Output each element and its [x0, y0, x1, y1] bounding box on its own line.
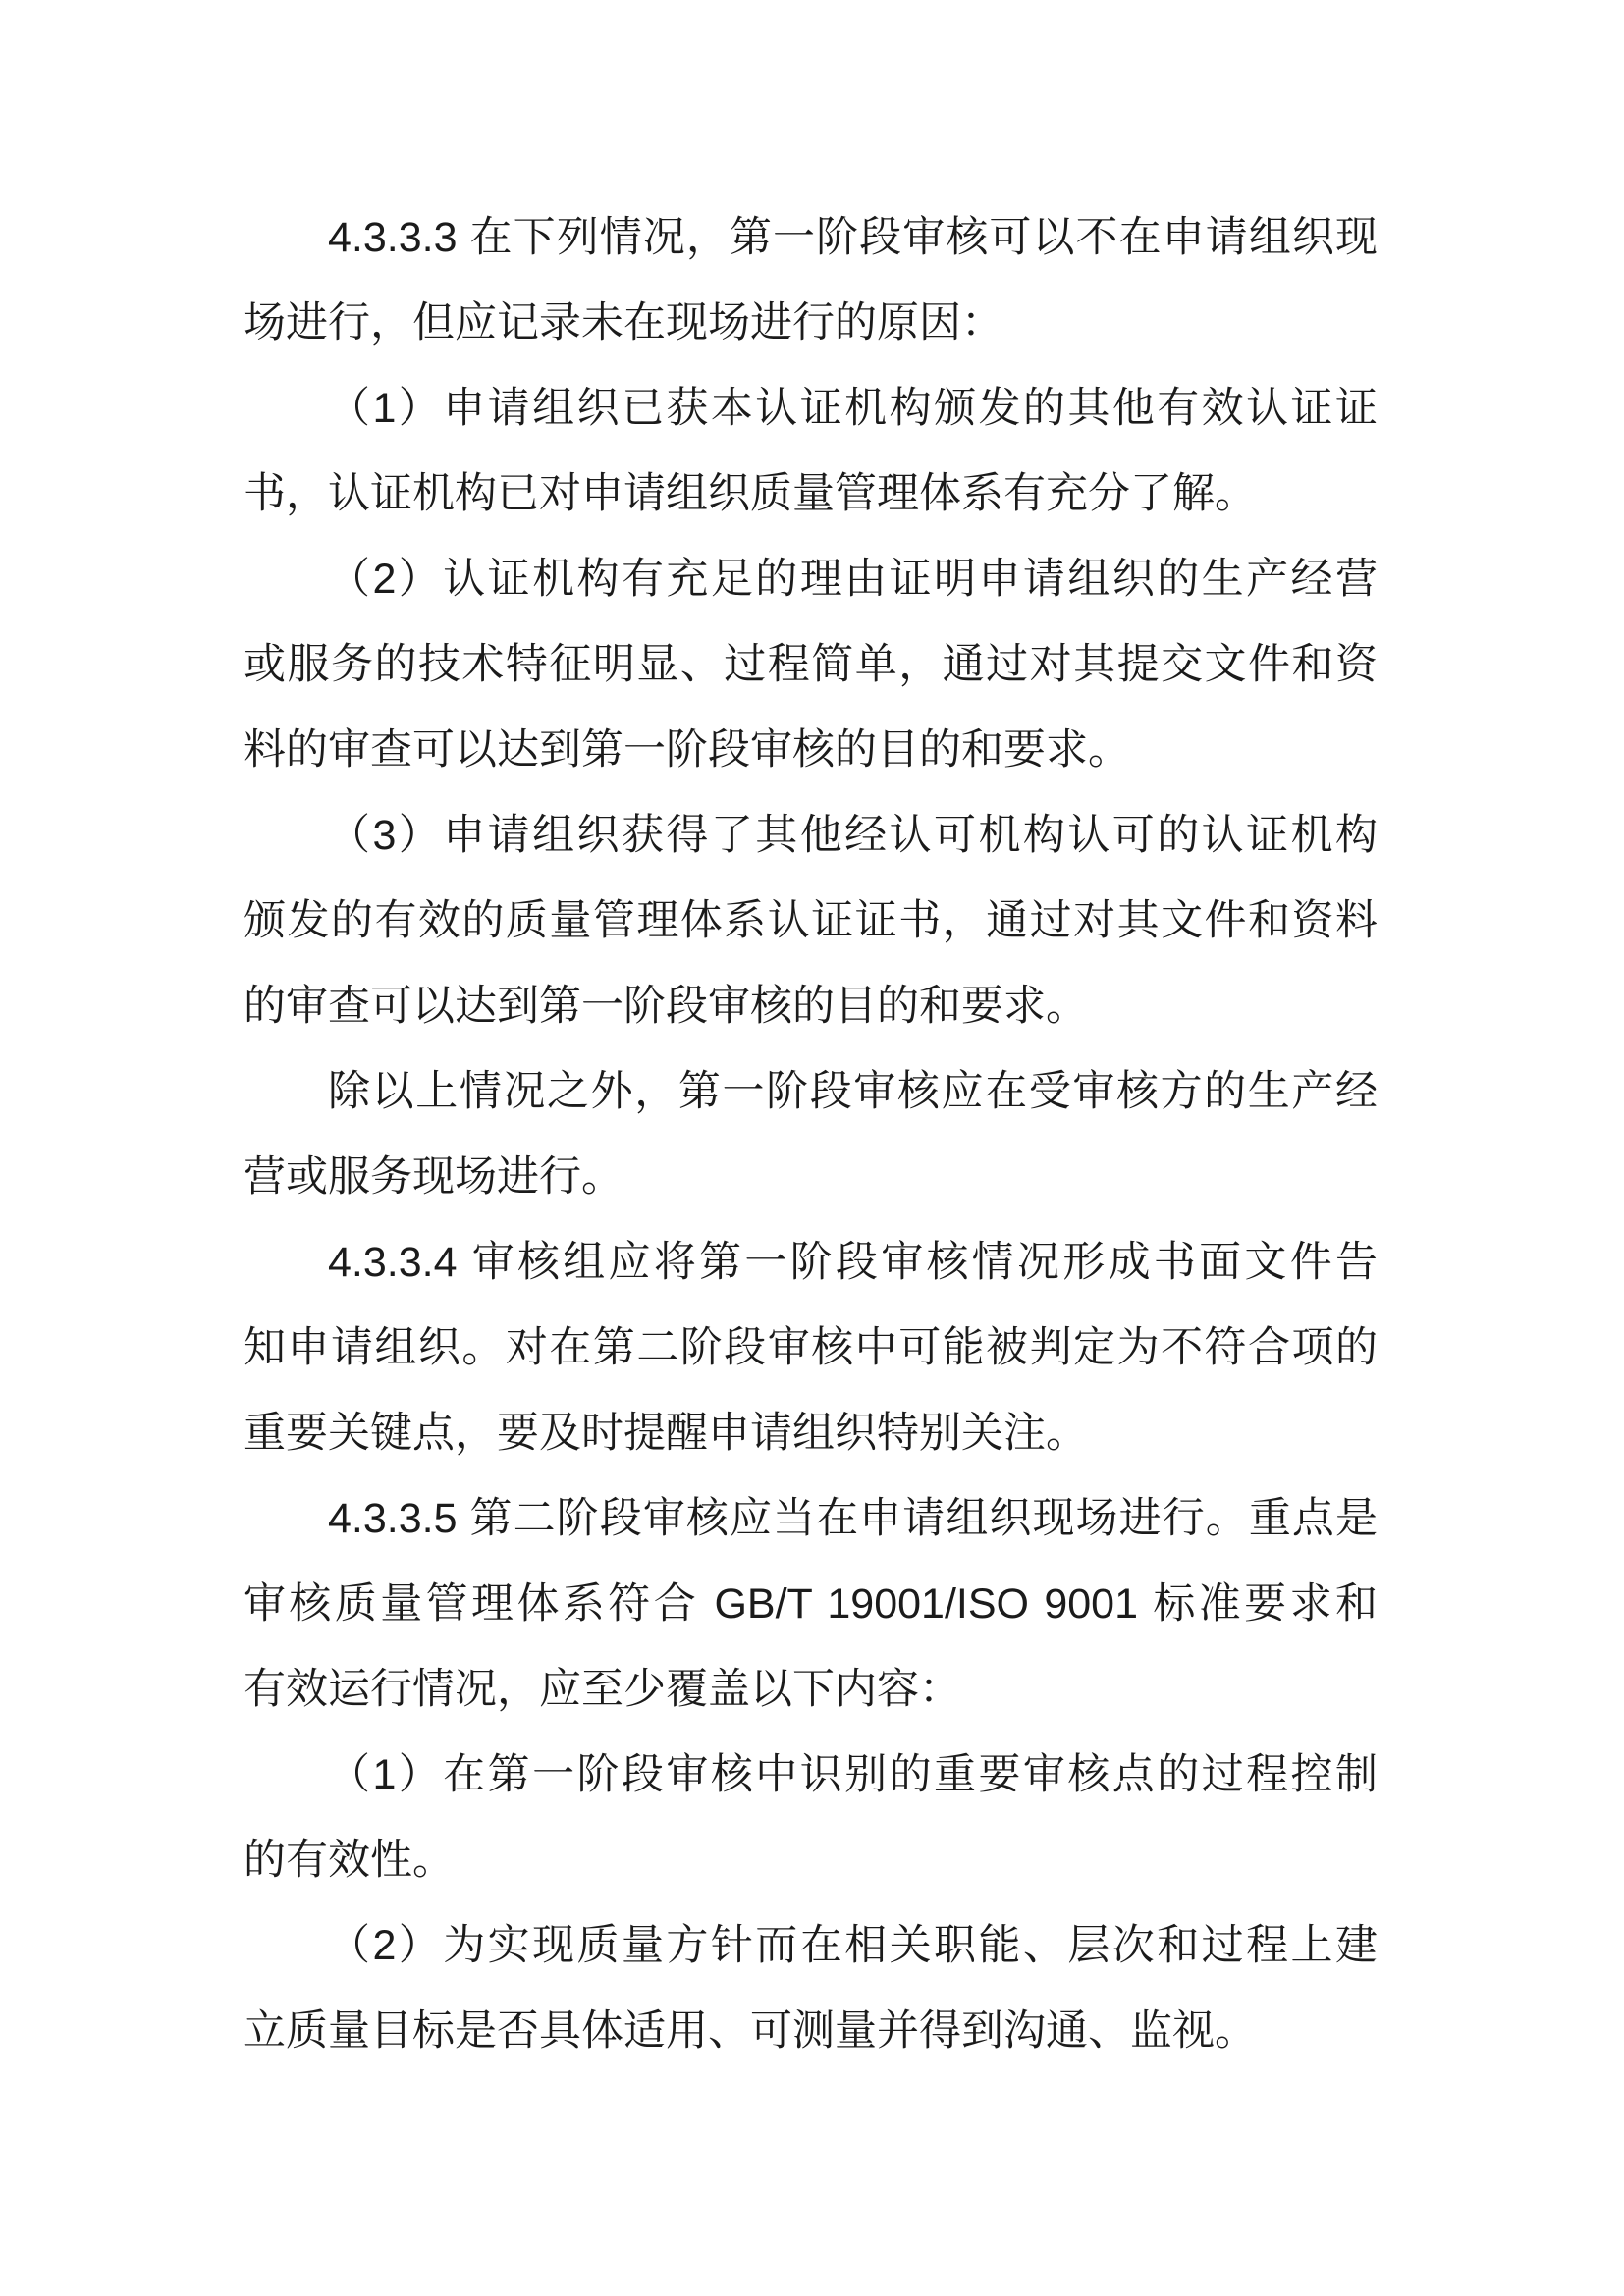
- text-line: 4.3.3.5 第二阶段审核应当在申请组织现场进行。重点是: [328, 1495, 1378, 1542]
- text-line: 审核质量管理体系符合 GB/T 19001/ISO 9001 标准要求和: [244, 1580, 1378, 1628]
- text-line: 场进行，但应记录未在现场进行的原因：: [244, 299, 1003, 347]
- text-line: 或服务的技术特征明显、过程简单，通过对其提交文件和资: [244, 641, 1378, 688]
- text-line: （3）申请组织获得了其他经认可机构认可的认证机构: [328, 812, 1378, 859]
- text-line: 除以上情况之外，第一阶段审核应在受审核方的生产经: [328, 1068, 1378, 1115]
- text-line: 有效运行情况，应至少覆盖以下内容：: [244, 1666, 961, 1713]
- text-line: 知申请组织。对在第二阶段审核中可能被判定为不符合项的: [244, 1324, 1378, 1371]
- text-line: 颁发的有效的质量管理体系认证证书，通过对其文件和资料: [244, 897, 1378, 944]
- text-line: 4.3.3.4 审核组应将第一阶段审核情况形成书面文件告: [328, 1239, 1378, 1286]
- text-line: 4.3.3.3 在下列情况，第一阶段审核可以不在申请组织现: [328, 214, 1378, 261]
- text-line: （1）申请组织已获本认证机构颁发的其他有效认证证: [328, 385, 1378, 432]
- text-line: 营或服务现场进行。: [244, 1153, 623, 1201]
- document-body: [244, 195, 1378, 2074]
- text-line: （1）在第一阶段审核中识别的重要审核点的过程控制: [328, 1751, 1378, 1798]
- text-line: 料的审查可以达到第一阶段审核的目的和要求。: [244, 726, 1130, 774]
- text-line: 立质量目标是否具体适用、可测量并得到沟通、监视。: [244, 2007, 1257, 2055]
- text-line: （2）为实现质量方针而在相关职能、层次和过程上建: [328, 1922, 1378, 1969]
- text-line: （2）认证机构有充足的理由证明申请组织的生产经营: [328, 556, 1378, 603]
- text-line: 的审查可以达到第一阶段审核的目的和要求。: [244, 983, 1088, 1030]
- text-line: 的有效性。: [244, 1837, 455, 1884]
- text-line: 书，认证机构已对申请组织质量管理体系有充分了解。: [244, 470, 1257, 517]
- text-line: 重要关键点，要及时提醒申请组织特别关注。: [244, 1410, 1088, 1457]
